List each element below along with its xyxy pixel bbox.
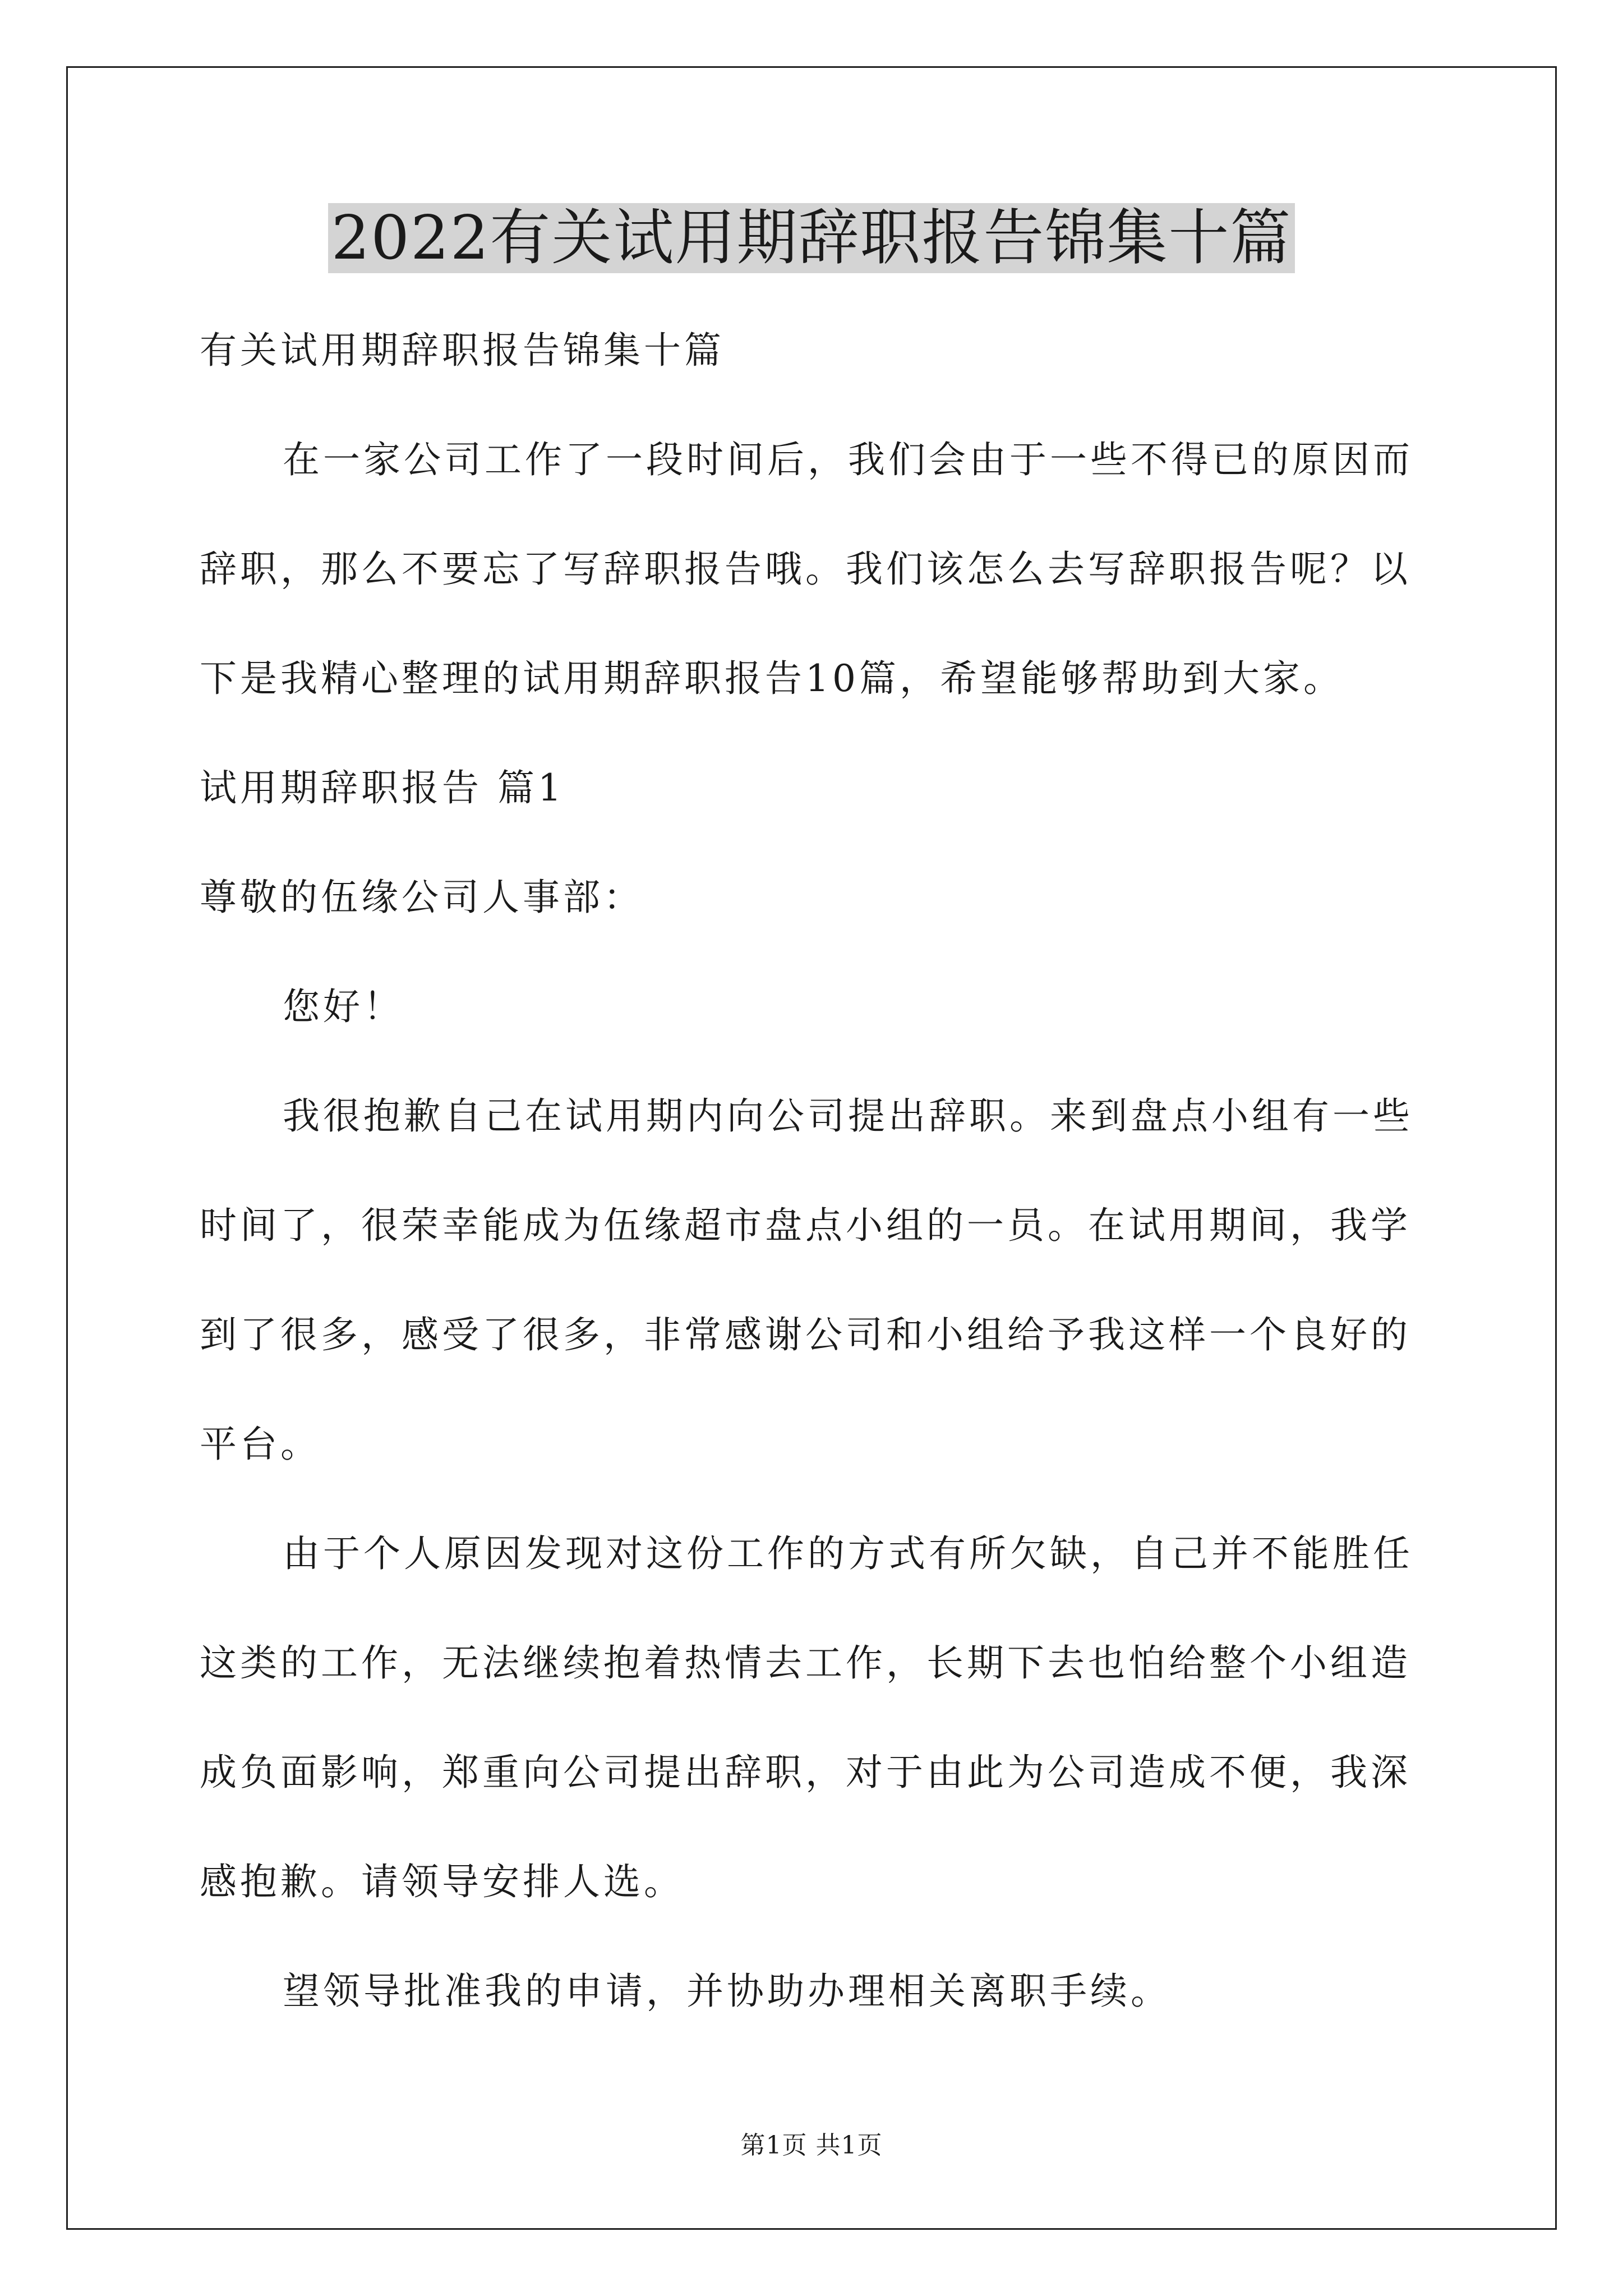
paragraph-line: 由于个人原因发现对这份工作的方式有所欠缺，自己并不能胜任 (283, 1532, 1413, 1575)
paragraph-line: 成负面影响，郑重向公司提出辞职，对于由此为公司造成不便，我深 (200, 1751, 1411, 1794)
salutation: 尊敬的伍缘公司人事部： (200, 876, 644, 919)
paragraph-line: 望领导批准我的申请，并协助办理相关离职手续。 (283, 1970, 1171, 2013)
page-number-footer: 第1页 共1页 (740, 2131, 883, 2160)
document-title (0, 199, 1623, 278)
paragraph-line: 这类的工作，无法继续抱着热情去工作，长期下去也怕给整个小组造 (200, 1641, 1411, 1685)
paragraph-line: 在一家公司工作了一段时间后，我们会由于一些不得已的原因而 (283, 438, 1413, 481)
paragraph-line: 下是我精心整理的试用期辞职报告10篇，希望能够帮助到大家。 (200, 657, 1344, 700)
subtitle-line: 有关试用期辞职报告锦集十篇 (200, 329, 725, 372)
paragraph-line: 辞职，那么不要忘了写辞职报告哦。我们该怎么去写辞职报告呢？以 (200, 547, 1411, 591)
paragraph-line: 到了很多，感受了很多，非常感谢公司和小组给予我这样一个良好的 (200, 1313, 1411, 1356)
paragraph-line: 感抱歉。请领导安排人选。 (200, 1860, 684, 1903)
paragraph-line: 我很抱歉自己在试用期内向公司提出辞职。来到盘点小组有一些 (283, 1094, 1413, 1138)
paragraph-line: 平台。 (200, 1423, 321, 1466)
paragraph-line: 时间了，很荣幸能成为伍缘超市盘点小组的一员。在试用期间，我学 (200, 1204, 1411, 1247)
section-heading: 试用期辞职报告 篇1 (200, 766, 565, 809)
document-title-text: 2022有关试用期辞职报告锦集十篇 (328, 203, 1295, 273)
greeting: 您好！ (283, 985, 404, 1028)
